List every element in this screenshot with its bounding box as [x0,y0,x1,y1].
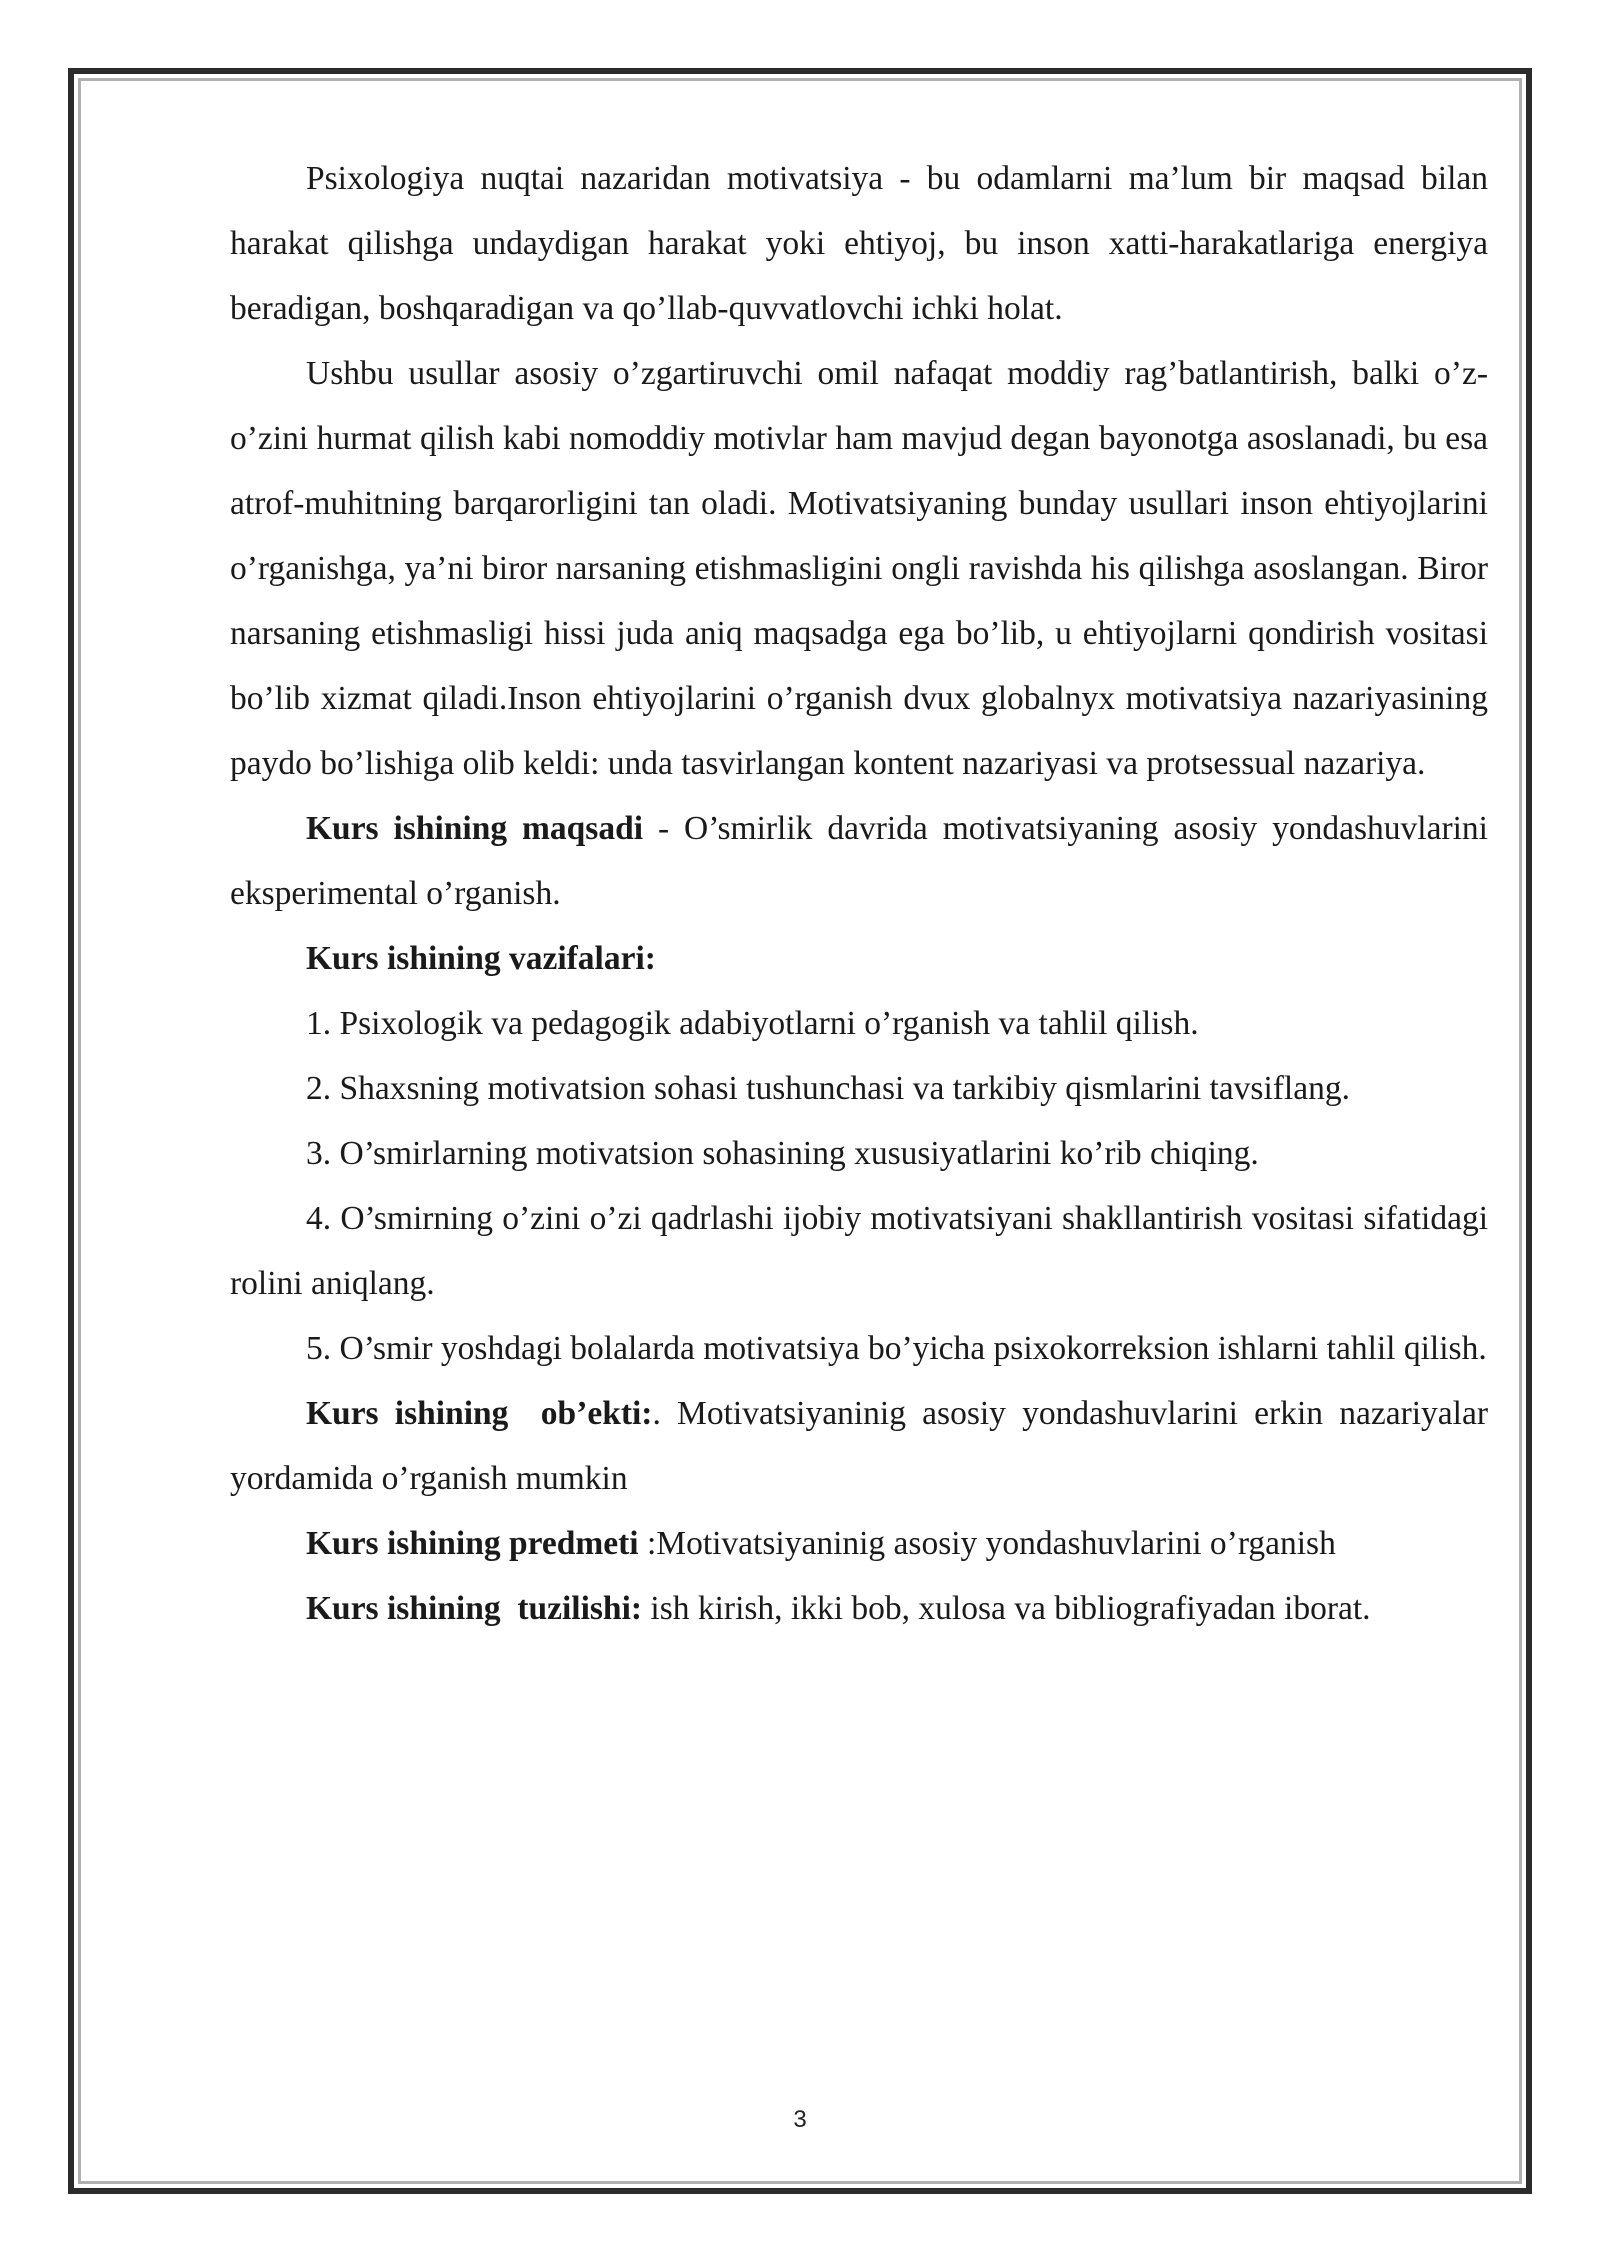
paragraph-motivation-definition: Psixologiya nuqtai nazaridan motivatsiya - bu odamlarni ma’lum bir maqsad bilan harakat qilishga undaydigan harakat yoki ehtiyoj, bu inson xatti-harakatlariga energiya beradigan, boshqaradigan va qo’llab-quvvatlovchi ichki holat. [230,160,1488,327]
course-tasks-heading [230,926,1488,991]
course-goal-text: - O’smirlik davrida motivatsiyaning asosiy yondashuvlarini eksperimental o’rganish. [230,810,1488,912]
course-structure-label: Kurs ishining tuzilishi: [306,1590,643,1627]
page-number: 3 [793,2106,807,2133]
course-structure-text: ish kirish, ikki bob, xulosa va bibliografiyadan iborat. [642,1590,1371,1627]
task-item-2: 2. Shaxsning motivatsion sohasi tushunchasi va tarkibiy qismlarini tavsiflang. [306,1070,1350,1107]
course-structure [230,1576,1488,1641]
course-tasks-heading-text: Kurs ishining vazifalari: [306,940,656,977]
paragraph-motivation-methods: Ushbu usullar asosiy o’zgartiruvchi omil nafaqat moddiy rag’batlantirish, balki o’z-o’zini hurmat qilish kabi nomoddiy motivlar ham mavjud degan bayonotga asoslanadi, bu esa atrof-muhitning barqarorligini tan oladi. Motivatsiyaning bunday usullari inson ehtiyojlarini o’rganishga, ya’ni biror narsaning etishmasligini ongli ravishda his qilishga asoslangan. Biror narsaning etishmasligi hissi juda aniq maqsadga ega bo’lib, u ehtiyojlarni qondirish vositasi bo’lib xizmat qiladi.Inson ehtiyojlarini o’rganish dvux globalnyx motivatsiya nazariyasining paydo bo’lishiga olib keldi: unda tasvirlangan kontent nazariyasi va protsessual nazariya. [230,355,1488,782]
course-object-label: Kurs ishining ob’ekti: [306,1395,653,1432]
course-object [230,1381,1488,1511]
course-goal-label: Kurs ishining maqsadi [306,810,644,847]
course-subject-text: :Motivatsiyaninig asosiy yondashuvlarini o’rganish [638,1525,1336,1562]
course-object-text: . Motivatsiyaninig asosiy yondashuvlarini erkin nazariyalar yordamida o’rganish mumkin [230,1395,1488,1497]
course-subject [230,1511,1488,1576]
course-subject-label: Kurs ishining predmeti [306,1525,639,1562]
document-body [230,146,1488,1641]
task-item-1: 1. Psixologik va pedagogik adabiyotlarni o’rganish va tahlil qilish. [306,1005,1199,1042]
task-item-3: 3. O’smirlarning motivatsion sohasining xususiyatlarini ko’rib chiqing. [306,1135,1259,1172]
task-item-4: 4. O’smirning o’zini o’zi qadrlashi ijobiy motivatsiyani shakllantirish vositasi sifatidagi rolini aniqlang. [230,1200,1488,1302]
course-goal [230,796,1488,926]
task-item-5: 5. O’smir yoshdagi bolalarda motivatsiya bo’yicha psixokorreksion ishlarni tahlil qilish. [306,1330,1487,1367]
